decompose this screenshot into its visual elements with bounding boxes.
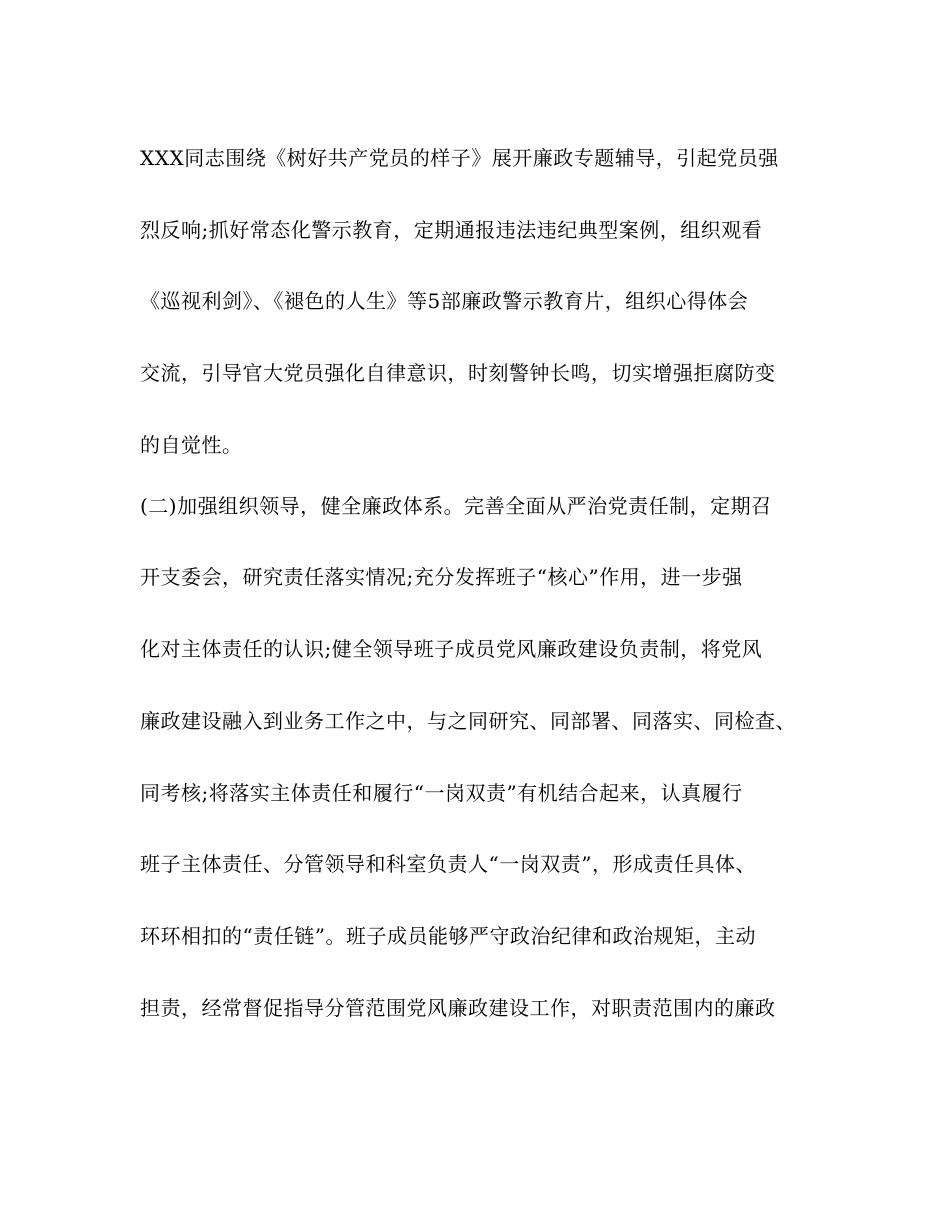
- body-text-line: 交流，引导官大党员强化自律意识，时刻警钟长鸣，切实增强拒腐防变: [140, 361, 776, 385]
- body-text-line: 的自觉性。: [140, 433, 243, 457]
- body-text-line: 化对主体责任的认识;健全领导班子成员党风廉政建设负责制，将党风: [140, 637, 763, 661]
- body-text-line: XXX同志围绕《树好共产党员的样子》展开廉政专题辅导，引起党员强: [140, 146, 779, 170]
- body-text-line: 烈反响;抓好常态化警示教育，定期通报违法违纪典型案例，组织观看: [140, 218, 763, 242]
- section-heading-line: (二)加强组织领导，健全廉政体系。完善全面从严治党责任制，定期召: [140, 494, 772, 518]
- body-text-line: 担责，经常督促指导分管范围党风廉政建设工作，对职责范围内的廉政: [140, 996, 776, 1020]
- body-text-line: 班子主体责任、分管领导和科室负责人“一岗双责”，形成责任具体、: [140, 852, 756, 876]
- body-text-line: 《巡视利剑》、《褪色的人生》等5部廉政警示教育片，组织心得体会: [140, 289, 749, 313]
- body-text-line: 开支委会，研究责任落实情况;充分发挥班子“核心”作用，进一步强: [140, 565, 743, 589]
- body-text-line: 同考核;将落实主体责任和履行“一岗双责”有机结合起来，认真履行: [140, 781, 743, 805]
- body-text-line: 廉政建设融入到业务工作之中，与之同研究、同部署、同落实、同检查、: [140, 709, 796, 733]
- body-text-line: 环环相扣的“责任链”。班子成员能够严守政治纪律和政治规矩，主动: [140, 924, 756, 948]
